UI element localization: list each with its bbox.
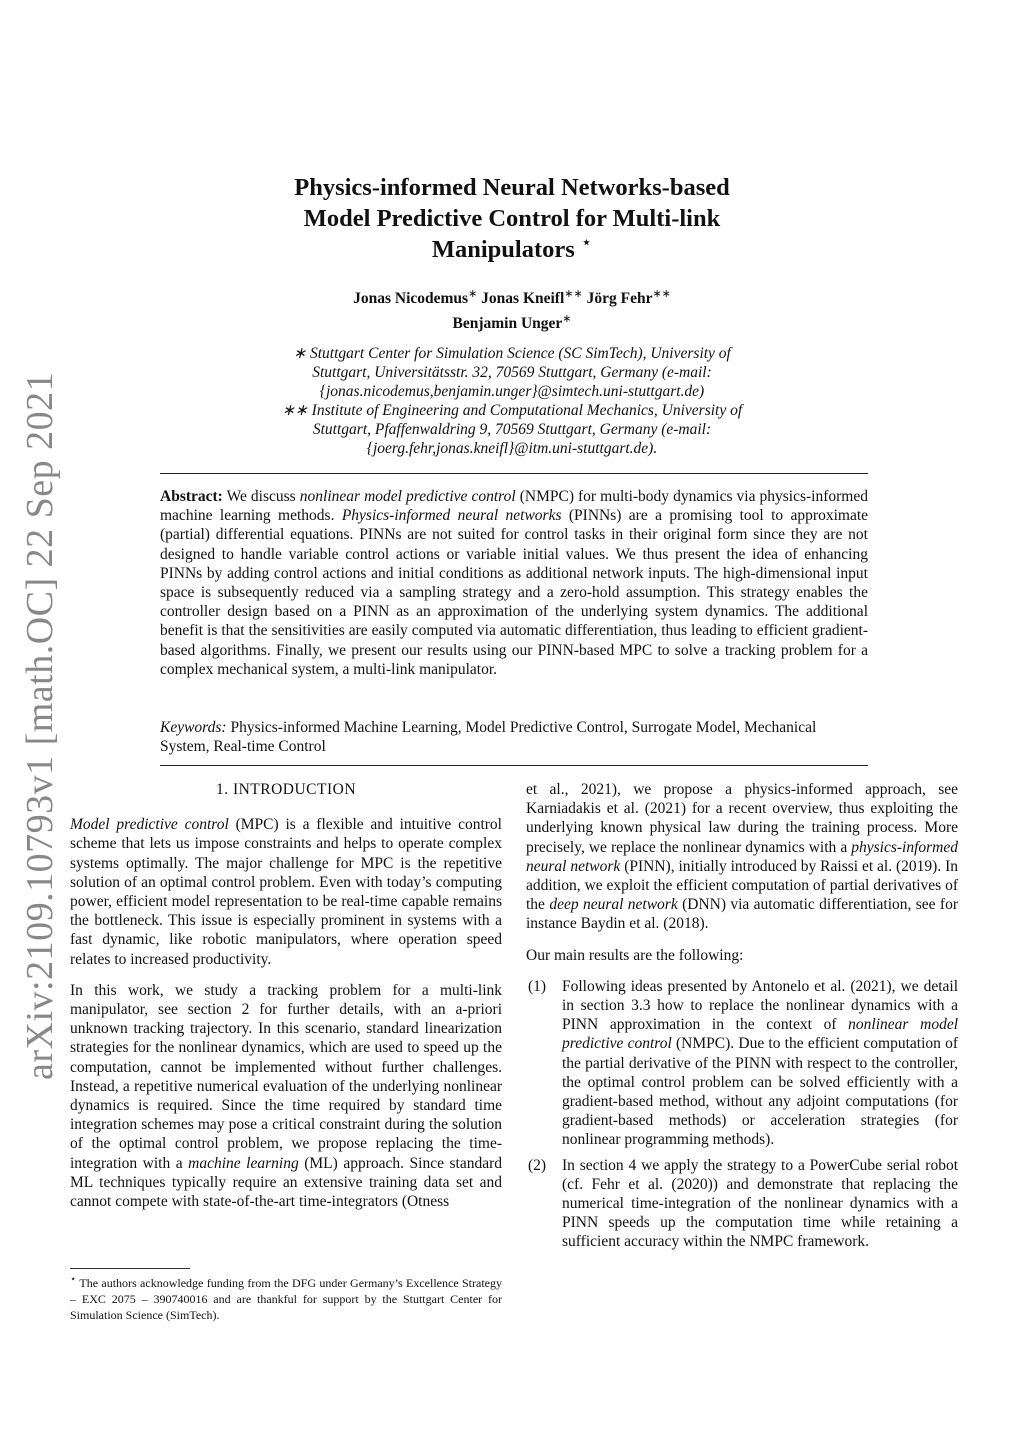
abstract-emph: nonlinear model predictive control — [299, 488, 516, 505]
author-mark: ∗ — [562, 313, 572, 326]
result-text: Following ideas presented by Antonelo et al. (2021), we detail in section 3.3 how to replace the nonlinear dynamics with a PINN approximation in the context of — [562, 977, 958, 1034]
affiliation-line: Stuttgart, Pfaffenwaldring 9, 70569 Stuttgart, Germany (e-mail: — [312, 421, 712, 438]
affiliation-email: {jonas.nicodemus,benjamin.unger}@simtech.uni-stuttgart.de) — [319, 383, 705, 400]
author-nicodemus: Jonas Nicodemus — [353, 290, 469, 308]
right-column — [526, 780, 958, 1258]
left-column — [70, 780, 502, 1223]
abstract-text: We discuss — [222, 488, 300, 505]
section-heading: 1. INTRODUCTION — [215, 781, 357, 798]
intro-emph: physics-informed neural network — [526, 838, 958, 875]
footnote-text: The authors acknowledge funding from the DFG under Germany’s Excellence Strategy – EXC 2075 – 390740016 and are thankful for support by the Stuttgart Center for Simulation Science (SimTech). — [70, 1276, 502, 1322]
intro-paragraph-1 — [70, 815, 502, 969]
result-item-1 — [526, 977, 958, 1150]
abstract-text: (PINNs) are a promising tool to approximate (partial) differential equations. PINNs are not suited for control tasks in their original form since they are not designed to handle variable control actions or variable initial values. We thus present the idea of enhancing PINNs by adding control actions and initial conditions as additional network inputs. The high-dimensional input space is subsequently reduced via a sampling strategy and a zero-hold assumption. This strategy enables the controller design based on a PINN as an approximation of the underlying system dynamics. The additional benefit is that the sensitivities are easily computed via automatic differentiation, thus leading to efficient gradient-based algorithms. Finally, we present our results using our PINN-based MPC to solve a tracking problem for a complex mechanical system, a multi-link manipulator. — [160, 507, 869, 678]
abstract — [160, 487, 868, 679]
author-mark: ∗ — [468, 288, 478, 300]
author-mark: ∗∗ — [652, 288, 671, 300]
result-item-number: (1) — [528, 977, 547, 995]
abstract-bottom-rule — [160, 765, 868, 766]
result-text: (NMPC). Due to the efficient computation of the partial derivative of the PINN with respect to the controller, the optimal control problem can be solved efficiently with a gradient-based method, without any adjoint computations (for gradient-based methods) or acceleration strategies (for nonlinear programming methods). — [562, 1035, 958, 1149]
result-text: In section 4 we apply the strategy to a PowerCube serial robot (cf. Fehr et al. (2020)) and demonstrate that replacing the numerical time-integration of the nonlinear dynamics with a PINN speeds up the computation time while retaining a sufficient accuracy within the NMPC framework. — [562, 1156, 958, 1251]
author-kneifl: Jonas Kneifl — [481, 290, 565, 308]
intro-emph: deep neural network — [549, 896, 678, 914]
main-results-lead: Our main results are the following: — [526, 946, 744, 964]
result-item-number: (2) — [528, 1156, 547, 1174]
keywords — [160, 718, 868, 756]
paper-title — [120, 172, 904, 265]
keywords-text: Physics-informed Machine Learning, Model Predictive Control, Surrogate Model, Mechanical System, Real-time Control — [160, 719, 817, 756]
abstract-emph: Physics-informed neural networks — [341, 507, 562, 525]
intro-text: et al., 2021), we propose a physics-informed approach, see Karniadakis et al. (2021) for a recent overview, thus exploiting the underlying known physical law during the training process. More precisely, we replace the nonlinear dynamics with a — [526, 781, 958, 856]
arxiv-stamp: arXiv:2109.10793v1 [math.OC] 22 Sep 2021 — [19, 371, 61, 1080]
intro-paragraph-2 — [70, 981, 502, 1211]
result-emph: nonlinear model predictive control — [562, 1016, 959, 1053]
intro-emph: Model predictive control — [70, 816, 229, 834]
abstract-text: (NMPC) for multi-body dynamics via physics-informed machine learning methods. — [160, 488, 868, 525]
author-mark: ∗∗ — [564, 288, 583, 300]
intro-text: (PINN), initially introduced by Raissi et al. (2019). In addition, we exploit the efficient computation of partial derivatives of the — [526, 857, 959, 914]
footnote-rule — [70, 1268, 190, 1269]
author-list — [120, 284, 904, 334]
intro-emph: machine learning — [188, 1154, 299, 1172]
footnote — [70, 1272, 502, 1323]
author-line-2 — [120, 309, 904, 334]
footnote-mark: ⋆ — [70, 1274, 77, 1285]
affiliation-line: Stuttgart, Universitätsstr. 32, 70569 Stuttgart, Germany (e-mail: — [312, 364, 712, 381]
affiliation-line: ∗∗ Institute of Engineering and Computational Mechanics, University of — [281, 402, 743, 419]
intro-text: (ML) approach. Since standard ML techniques typically require an extensive training data set and cannot compete with state-of-the-art time-integrators (Otness — [70, 1154, 502, 1211]
author-unger: Benjamin Unger — [452, 315, 563, 333]
abstract-top-rule — [160, 473, 868, 474]
title-line-1: Physics-informed Neural Networks-based — [294, 174, 730, 201]
author-line-1 — [120, 284, 904, 309]
title-footnote-mark: ⋆ — [580, 231, 593, 252]
keywords-label: Keywords: — [160, 719, 227, 736]
title-line-2: Model Predictive Control for Multi-link — [303, 205, 721, 232]
affiliations — [200, 344, 824, 458]
intro-text: (MPC) is a flexible and intuitive control scheme that lets us impose constraints and helps to operate complex systems optimally. The major challenge for MPC is the repetitive solution of an optimal control problem. Even with today’s computing power, efficient model representation to be real-time capable remains the bottleneck. This issue is especially prominent in systems with a fast dynamic, like robotic manipulators, where operation speed relates to increased productivity. — [70, 816, 502, 968]
title-line-3: Manipulators ⋆ — [431, 231, 593, 263]
intro-text: In this work, we study a tracking problem for a multi-link manipulator, see section 2 for further details, with an a-priori unknown tracking trajectory. In this scenario, standard linearization strategies for the nonlinear dynamics, which are used to speed up the computation, cannot be implemented without further challenges. Instead, a repetitive numerical evaluation of the underlying nonlinear dynamics is required. Since the time required by standard time integration schemes may pose a critical constraint during the solution of the optimal control problem, we propose replacing the time-integration with a — [70, 981, 502, 1172]
result-item-2 — [526, 1156, 958, 1252]
affiliation-email: {joerg.fehr,jonas.kneifl}@itm.uni-stuttgart.de). — [366, 440, 658, 457]
abstract-label: Abstract: — [160, 488, 223, 505]
affiliation-line: ∗ Stuttgart Center for Simulation Science (SC SimTech), University of — [293, 345, 731, 362]
author-fehr: Jörg Fehr — [586, 290, 653, 308]
intro-text: (DNN) via automatic differentiation, see for instance Baydin et al. (2018). — [526, 896, 958, 933]
intro-paragraph-3 — [526, 780, 958, 934]
